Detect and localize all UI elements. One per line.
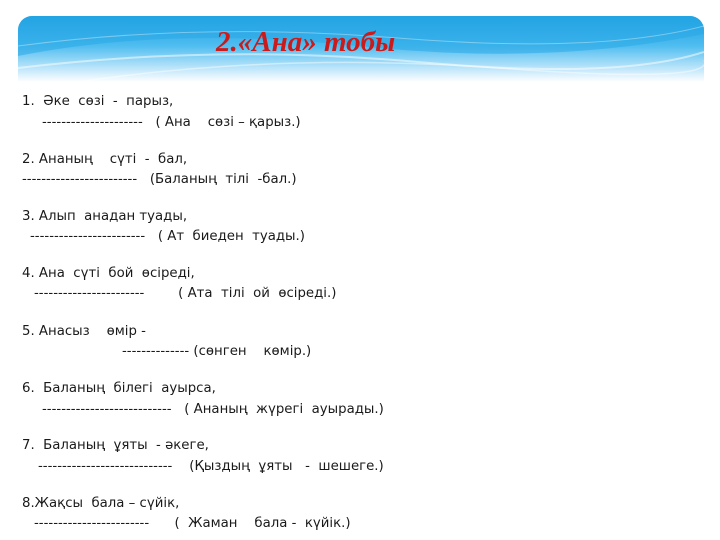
item-7-line-1: 7. Баланың ұяты - әкеге, <box>22 438 209 453</box>
item-1-line-2: --------------------- ( Ана сөзі – қарыз.) <box>42 115 301 130</box>
item-8-line-2: ------------------------ ( Жаман бала - күйік.) <box>34 516 351 531</box>
slide-title: 2.«Ана» тобы <box>216 26 396 58</box>
item-4-line-2: ----------------------- ( Ата тілі ой өсіреді.) <box>34 286 337 301</box>
item-5-line-1: 5. Анасыз өмір - <box>22 324 146 339</box>
item-3-line-1: 3. Алып анадан туады, <box>22 209 188 224</box>
item-3-line-2: ------------------------ ( Ат биеден туады.) <box>30 229 305 244</box>
item-8-line-1: 8.Жақсы бала – сүйік, <box>22 496 180 511</box>
item-6-line-2: --------------------------- ( Ананың жүрегі ауырады.) <box>42 402 384 417</box>
item-5-line-2: -------------- (сөнген көмір.) <box>122 344 312 359</box>
item-6-line-1: 6. Баланың білегі ауырса, <box>22 381 216 396</box>
item-7-line-2: ---------------------------- (Қыздың ұяты - шешеге.) <box>38 459 384 474</box>
item-2-line-1: 2. Ананың сүті - бал, <box>22 152 188 167</box>
item-1-line-1: 1. Әке сөзі - парыз, <box>22 94 174 109</box>
item-2-line-2: ------------------------ (Баланың тілі -бал.) <box>22 172 297 187</box>
item-4-line-1: 4. Ана сүті бой өсіреді, <box>22 266 195 281</box>
